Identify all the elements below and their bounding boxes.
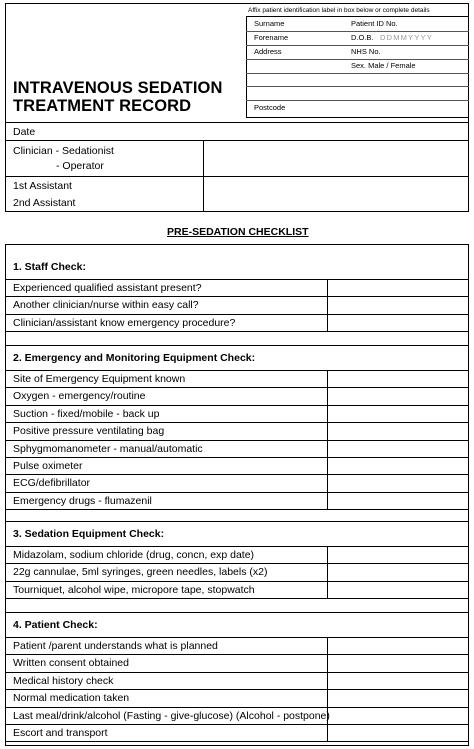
checklist-row bbox=[5, 405, 469, 422]
checklist-item-label: Pulse oximeter bbox=[13, 460, 83, 472]
check-response-cell[interactable] bbox=[327, 724, 469, 741]
checklist-row bbox=[5, 492, 469, 509]
checklist-item-label: Site of Emergency Equipment known bbox=[13, 373, 186, 385]
checklist-row bbox=[5, 563, 469, 580]
date-label: Date bbox=[13, 126, 36, 138]
checklist-row bbox=[5, 474, 469, 491]
checklist-row bbox=[5, 707, 469, 724]
checklist-row bbox=[5, 457, 469, 474]
check-response-cell[interactable] bbox=[327, 637, 469, 654]
check-response-cell[interactable] bbox=[327, 546, 469, 563]
checklist-item-label: Experienced qualified assistant present? bbox=[13, 282, 202, 294]
check-response-cell[interactable] bbox=[327, 654, 469, 671]
check-response-cell[interactable] bbox=[327, 689, 469, 706]
check-response-cell[interactable] bbox=[327, 370, 469, 387]
checklist-item-label: 22g cannulae, 5ml syringes, green needles, labels (x2) bbox=[13, 566, 268, 579]
section-title: 1. Staff Check: bbox=[13, 261, 86, 273]
checklist-row bbox=[5, 581, 469, 598]
patient-id-label: Patient ID No. bbox=[351, 19, 398, 28]
row-divider bbox=[5, 612, 469, 613]
nhs-label: NHS No. bbox=[351, 47, 381, 56]
check-response-cell[interactable] bbox=[327, 492, 469, 509]
form-title-line1: INTRAVENOUS SEDATION bbox=[13, 79, 223, 97]
check-response-cell[interactable] bbox=[327, 672, 469, 689]
section-title: 2. Emergency and Monitoring Equipment Check: bbox=[13, 352, 256, 364]
check-response-cell[interactable] bbox=[327, 474, 469, 491]
checklist-row bbox=[5, 672, 469, 689]
checklist-item-label: Another clinician/nurse within easy call? bbox=[13, 299, 199, 312]
first-assistant-label: 1st Assistant bbox=[13, 180, 72, 192]
surname-label: Surname bbox=[254, 19, 285, 28]
checklist-item-label: Tourniquet, alcohol wipe, micropore tape, stopwatch bbox=[13, 583, 255, 596]
operator-label: - Operator bbox=[56, 160, 104, 172]
row-divider bbox=[5, 521, 469, 522]
check-response-cell[interactable] bbox=[327, 387, 469, 404]
checklist-item-label: Sphygmomanometer - manual/automatic bbox=[13, 442, 203, 455]
check-response-cell[interactable] bbox=[327, 440, 469, 457]
section-title: 3. Sedation Equipment Check: bbox=[13, 528, 165, 540]
checklist-row bbox=[5, 546, 469, 563]
checklist-item-label: Oxygen - emergency/routine bbox=[13, 390, 146, 403]
checklist-row bbox=[5, 637, 469, 654]
check-response-cell[interactable] bbox=[327, 563, 469, 580]
checklist-row bbox=[5, 440, 469, 457]
row-divider bbox=[5, 598, 469, 599]
checklist-heading: PRE-SEDATION CHECKLIST bbox=[167, 226, 309, 238]
checklist-row bbox=[5, 279, 469, 296]
dob-placeholder[interactable]: DDMMYYYY bbox=[380, 33, 433, 42]
checklist-item-label: Suction - fixed/mobile - back up bbox=[13, 407, 160, 420]
checklist-item-label: Written consent obtained bbox=[13, 657, 129, 670]
checklist-row bbox=[5, 422, 469, 439]
checklist-item-label: Escort and transport bbox=[13, 727, 108, 739]
checklist-item-label: Last meal/drink/alcohol (Fasting - give-glucose) (Alcohol - postpone) bbox=[13, 709, 330, 722]
checklist-row bbox=[5, 654, 469, 671]
checklist-item-label: Medical history check bbox=[13, 674, 114, 687]
checklist-row bbox=[5, 724, 469, 741]
checklist-row bbox=[5, 689, 469, 706]
row-divider bbox=[5, 331, 469, 332]
second-assistant-label: 2nd Assistant bbox=[13, 197, 76, 209]
checklist-item-label: Positive pressure ventilating bag bbox=[13, 425, 165, 438]
check-response-cell[interactable] bbox=[327, 314, 469, 331]
dob-label: D.O.B. bbox=[351, 33, 374, 42]
postcode-label: Postcode bbox=[254, 103, 286, 112]
sex-label: Sex. Male / Female bbox=[351, 61, 416, 70]
row-divider bbox=[5, 345, 469, 346]
checklist-row bbox=[5, 370, 469, 387]
checklist-row bbox=[5, 296, 469, 313]
checklist-item-label: Midazolam, sodium chloride (drug, concn, exp date) bbox=[13, 549, 255, 561]
checklist-item-label: ECG/defibrillator bbox=[13, 477, 91, 490]
checklist-item-label: Emergency drugs - flumazenil bbox=[13, 494, 152, 507]
check-response-cell[interactable] bbox=[327, 422, 469, 439]
section-title: 4. Patient Check: bbox=[13, 619, 98, 631]
forename-label: Forename bbox=[254, 33, 289, 42]
checklist-item-label: Patient /parent understands what is planned bbox=[13, 640, 218, 652]
row-divider bbox=[5, 509, 469, 510]
checklist-row bbox=[5, 314, 469, 331]
form-title-line2: TREATMENT RECORD bbox=[13, 97, 192, 115]
check-response-cell[interactable] bbox=[327, 457, 469, 474]
check-response-cell[interactable] bbox=[327, 581, 469, 598]
check-response-cell[interactable] bbox=[327, 707, 469, 724]
row-divider bbox=[5, 741, 469, 742]
checklist-item-label: Normal medication taken bbox=[13, 692, 130, 705]
address-label: Address bbox=[254, 47, 282, 56]
check-response-cell[interactable] bbox=[327, 279, 469, 296]
checklist-item-label: Clinician/assistant know emergency procedure? bbox=[13, 316, 236, 329]
check-response-cell[interactable] bbox=[327, 296, 469, 313]
checklist-row bbox=[5, 387, 469, 404]
check-response-cell[interactable] bbox=[327, 405, 469, 422]
patient-label-caption: Affix patient identification label in box below or complete details bbox=[248, 7, 430, 14]
clinician-sedationist-label: Clinician - Sedationist bbox=[13, 145, 114, 157]
